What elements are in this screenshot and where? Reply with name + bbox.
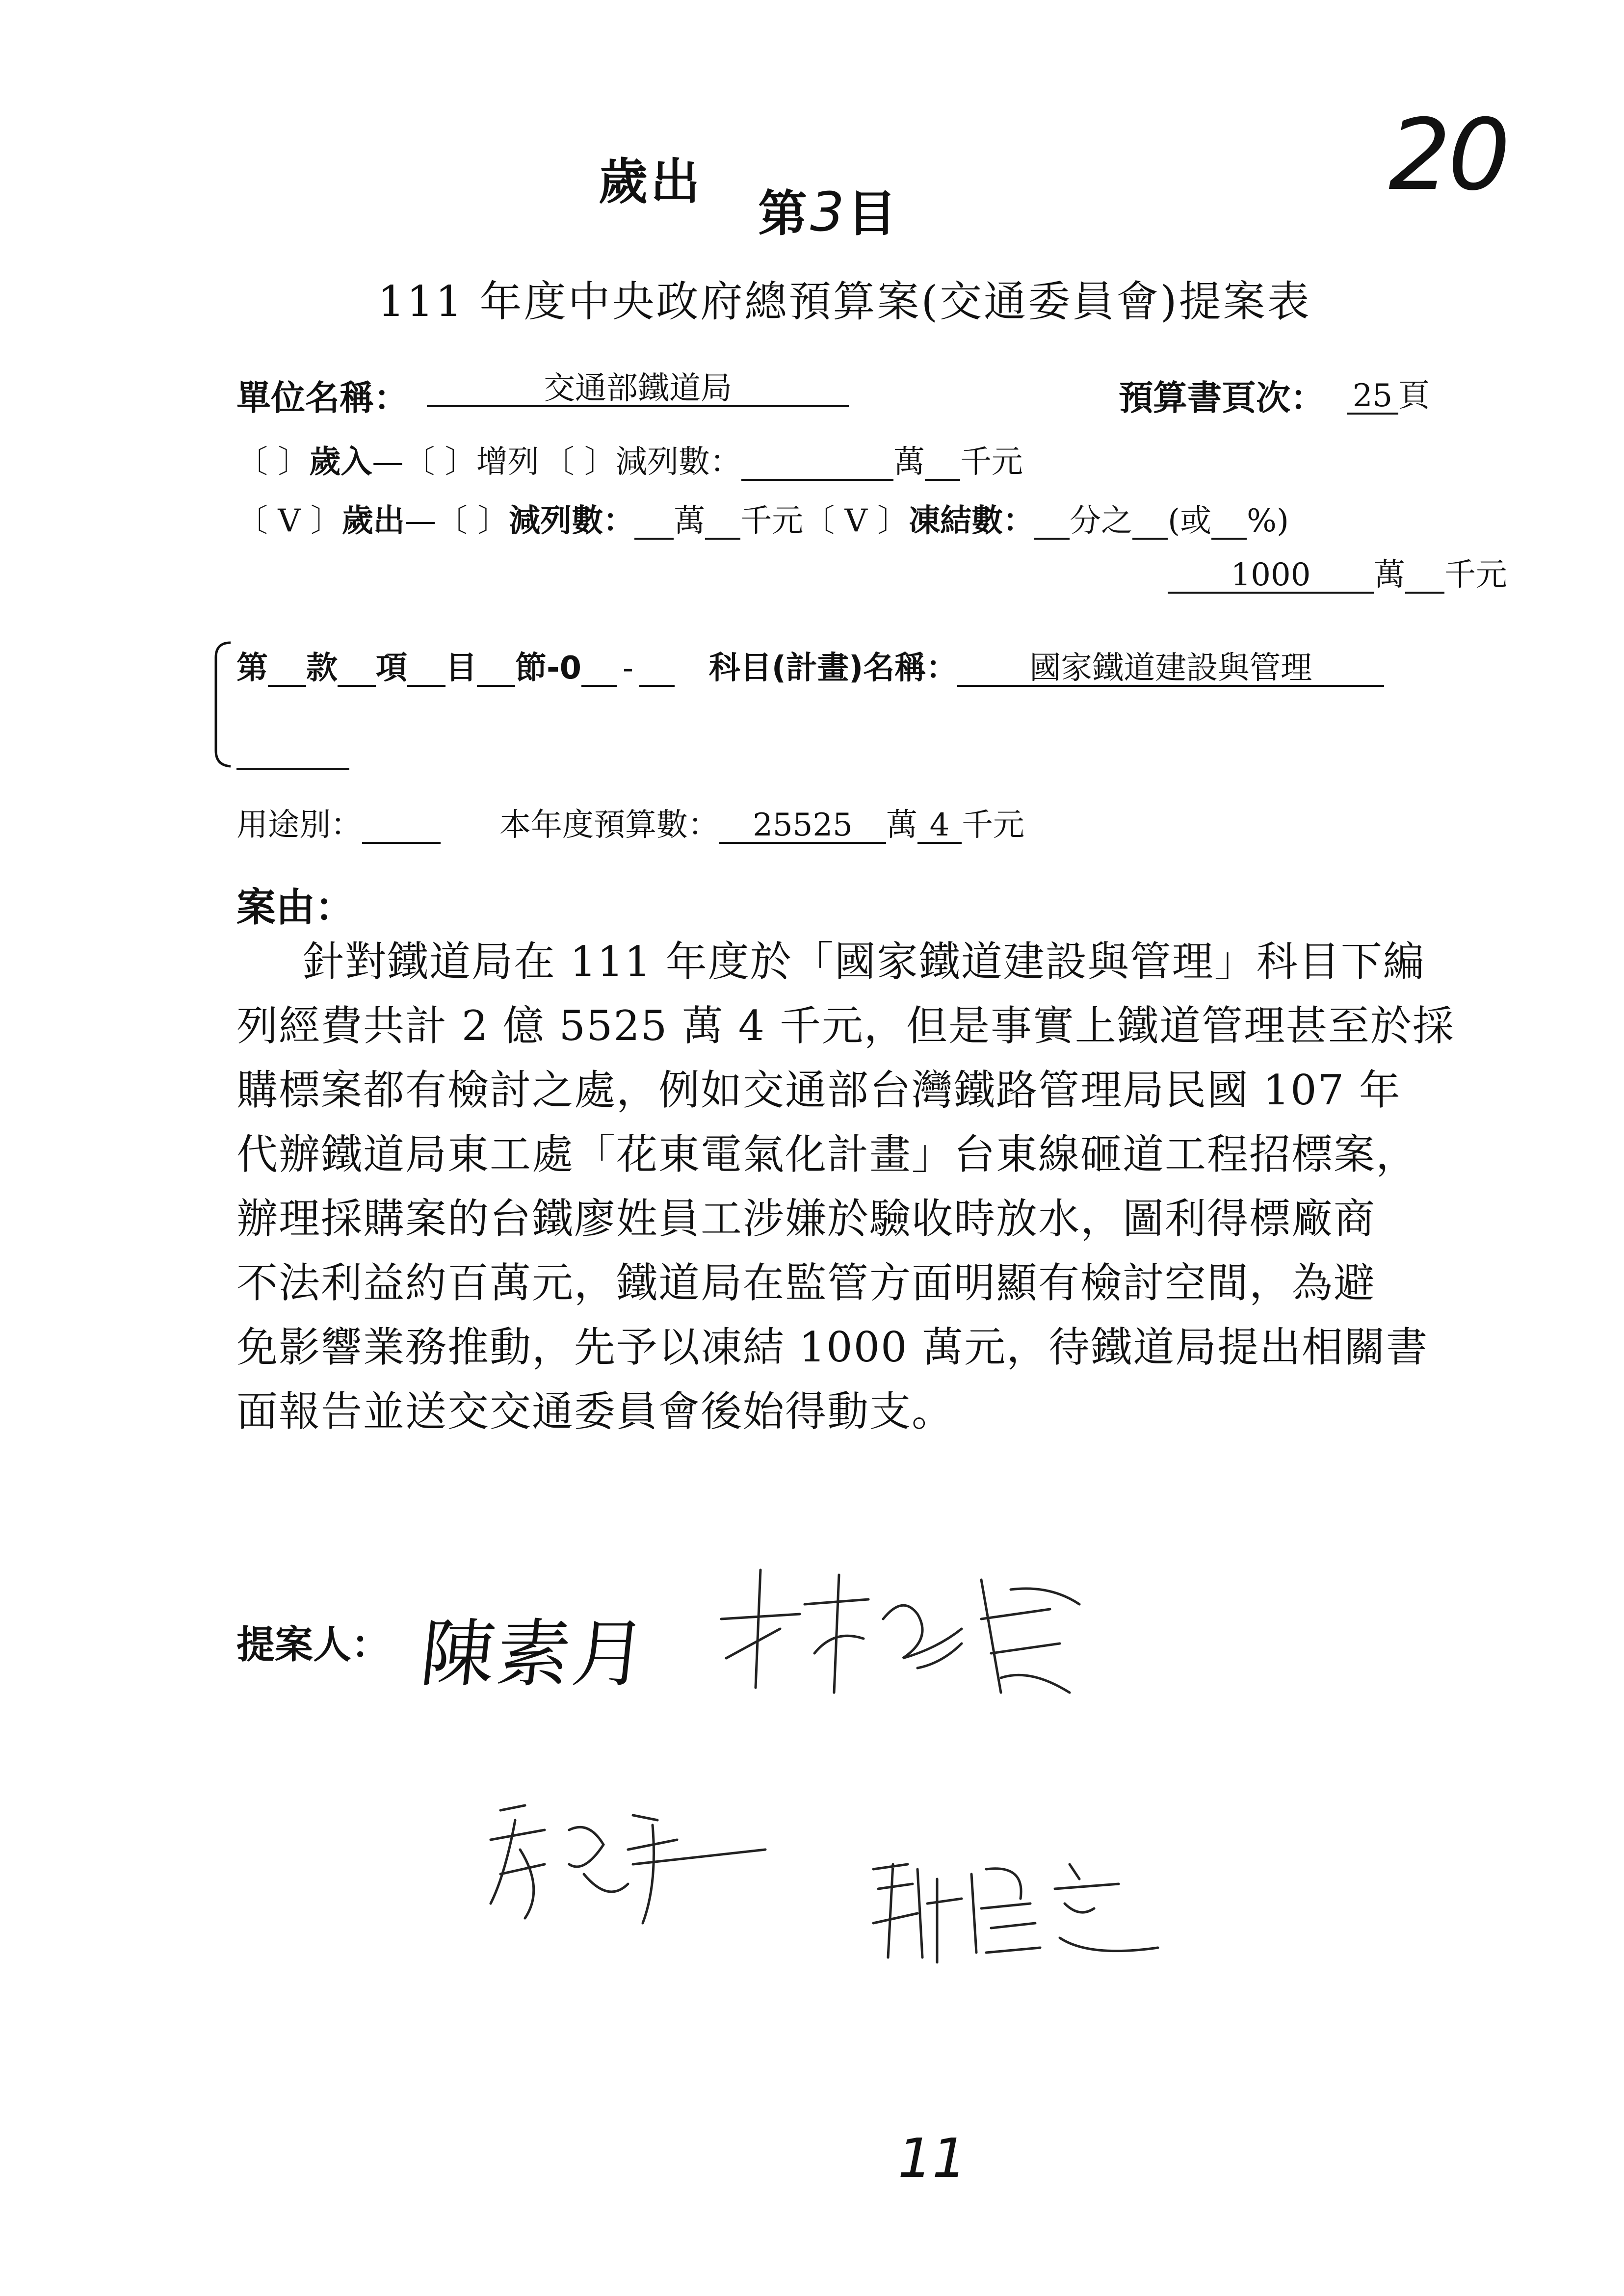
revenue-checkbox: 〔 〕 [236,444,310,480]
revenue-wan: 萬 [893,444,925,480]
freeze-wan: 萬 [1374,557,1405,593]
reason-body [236,930,1455,1444]
increase-label: 增列 [476,444,539,480]
freeze-amount-line [1168,549,1507,595]
revenue-label: 歲入 [309,444,372,480]
reason-line-3: 購標案都有檢討之處，例如交通部台灣鐵路管理局民國 107 年 [236,1066,1401,1114]
increase-checkbox: 〔 〕 [403,444,476,480]
unit-name-label: 單位名稱： [236,378,408,418]
unit-name-value [427,370,849,407]
budget-page-field [1347,370,1430,416]
jie-sub2-blank [639,652,675,687]
freeze-amount-value: 1000 [1168,559,1374,594]
subject-di: 第 [236,650,268,686]
or-open: (或 [1168,503,1212,539]
freeze-qianyuan: 千元 [1444,557,1507,593]
reason-line-5: 辦理採購案的台鐵廖姓員工涉嫌於驗收時放水，圖利得標廠商 [236,1195,1376,1243]
budget-item-heading [758,174,896,245]
reason-line-8: 面報告並送交交通委員會後始得動支。 [236,1387,954,1435]
freeze-percent-blank [1211,505,1247,540]
subject-line [236,643,1384,688]
revenue-dash: — [372,444,404,480]
revenue-qianyuan: 千元 [960,444,1023,480]
budget-page-unit: 頁 [1398,378,1430,414]
expenditure-qianyuan: 千元 [740,503,804,539]
expenditure-decrease-label: 減列數： [509,503,635,539]
xiang-blank [338,652,376,687]
reason-line-2: 列經費共計 2 億 5525 萬 4 千元，但是事實上鐵道管理甚至於採 [236,1002,1455,1050]
expenditure-decrease-wan-blank [634,505,674,540]
budget-page-label: 預算書頁次： [1119,378,1325,418]
subject-xiang: 項 [376,650,407,686]
subject-mu: 目 [445,650,477,686]
freeze-qian-blank [1405,559,1444,594]
item-number: 3 [810,181,844,243]
signature-1: 陳素月 [417,1612,653,1697]
signature-3 [471,1776,805,1943]
annual-budget-qianyuan: 千元 [962,807,1024,843]
reason-line-1: 針對鐵道局在 111 年度於「國家鐵道建設與管理」科目下編 [303,938,1425,986]
expenditure-checkbox: 〔 V 〕 [236,503,342,539]
percent-close: %) [1247,503,1289,539]
expenditure-line [236,496,1289,541]
revenue-decrease-label: 減列數： [616,444,742,480]
expenditure-stamp: 歲出 [599,153,703,210]
item-suffix: 目 [847,185,896,242]
subject-name-value: 國家鐵道建設與管理 [957,652,1384,687]
footer-page-number: 11 [898,2127,967,2190]
budget-page-value: 25 [1347,380,1398,415]
signature-2 [707,1531,1099,1717]
revenue-line [236,437,1023,482]
usage-blank [362,809,441,844]
expenditure-wan: 萬 [674,503,706,539]
expenditure-decrease-qian-blank [705,505,740,540]
annual-budget-wan: 25525 [719,809,886,844]
expenditure-dash: — [404,503,436,539]
unit-name-field: 交通部鐵道局 [427,372,849,407]
annual-budget-label: 本年度預算數： [499,807,719,843]
jie-sub-blank [581,652,617,687]
signature-4 [864,1850,1168,1977]
freeze-label: 凍結數： [909,503,1035,539]
revenue-decrease-wan-blank [741,446,893,481]
jie-blank [477,652,515,687]
annual-budget-qian: 4 [917,809,962,844]
subject-hyphen: - [623,650,633,686]
reason-line-4: 代辦鐵道局東工處「花東電氣化計畫」台東線砸道工程招標案， [236,1130,1418,1178]
annual-budget-wan-unit: 萬 [886,807,917,843]
freeze-numerator-blank [1132,505,1168,540]
subject-bracket [211,638,240,785]
usage-label: 用途別： [236,807,362,843]
reason-line-6: 不法利益約百萬元，鐵道局在監管方面明顯有檢討空間，為避 [236,1259,1376,1307]
item-prefix: 第 [758,185,807,242]
decrease-checkbox: 〔 〕 [543,444,616,480]
reason-line-7: 免影響業務推動，先予以凍結 1000 萬元，待鐵道局提出相關書 [236,1323,1429,1371]
proposers-label: 提案人： [236,1623,390,1667]
form-title: 111 年度中央政府總預算案(交通委員會)提案表 [378,277,1311,326]
expenditure-label: 歲出 [341,503,405,539]
reason-heading: 案由： [236,885,354,930]
freeze-checkbox: 〔 V 〕 [803,503,909,539]
subject-name-label: 科目(計畫)名稱： [708,650,958,686]
handwritten-page-number: 20 [1388,98,1508,212]
kuan-blank [268,652,306,687]
freeze-denominator-blank [1034,505,1070,540]
subject-kuan: 款 [306,650,338,686]
subject-jie: 節-0 [515,650,582,686]
usage-line [236,800,1024,845]
revenue-decrease-qian-blank [925,446,960,481]
expenditure-decrease-checkbox: 〔 〕 [436,503,509,539]
mu-blank [407,652,445,687]
fraction-text: 分之 [1070,503,1133,539]
subject-continuation-rule [236,768,349,770]
